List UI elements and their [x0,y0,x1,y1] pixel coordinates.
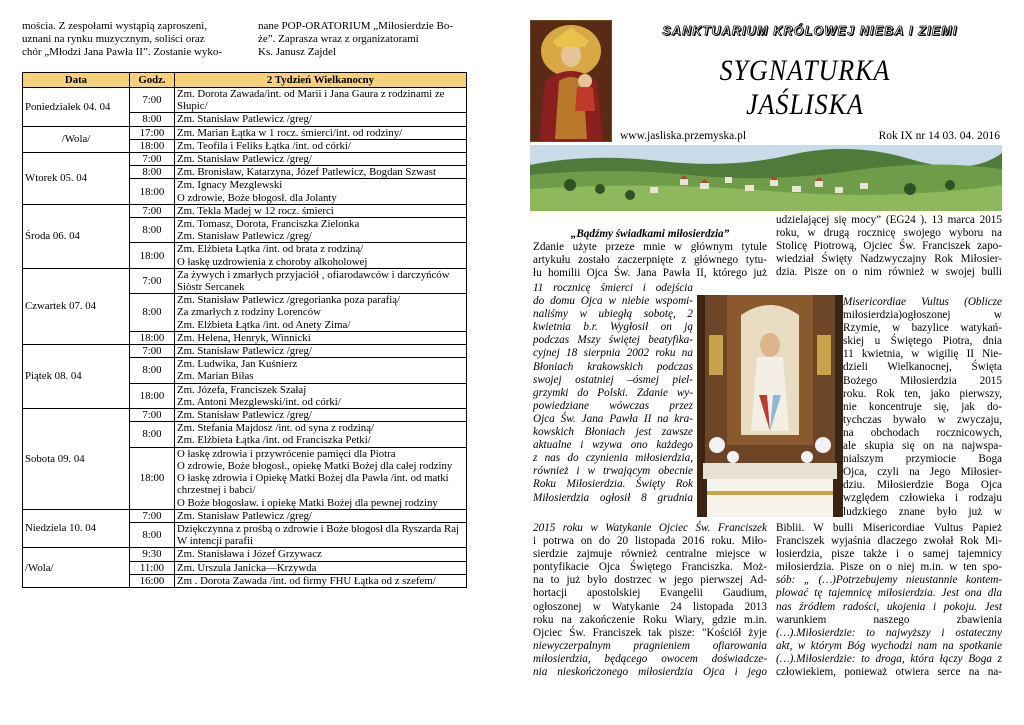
table-row [23,204,467,217]
article-line: na to już było dostrzec w jego pierwszej Ad- [533,574,767,587]
intention-cell [175,204,467,217]
article-line: Ojciec Św. Franciszek tak pisze: "Kościół żyje [533,626,767,639]
intention-cell [175,294,467,332]
article-line: kwietnia b.r. Wygłosił on ją [533,321,693,334]
time-cell: 18:00 [130,179,175,204]
intro-line: że”. Zaprasza wraz z organizatorami [258,33,419,45]
table-row [23,126,467,139]
intention-line: Zm. Helena, Henryk, Winnicki [177,331,311,344]
time-cell: 16:00 [130,574,175,587]
time-cell: 8:00 [130,166,175,179]
article-line: ludzkiego znane było już w [843,505,1002,518]
intention-line: Zm. Dorota Zawada/int. od Marii i Jana Gaura z rodzinami ze [177,88,445,100]
article-line: wiedział Święty Nadzwyczajny Rok Miłosier- [776,253,1002,266]
article-line: 11 kwietnia, w wigilię II Nie- [843,348,1002,361]
madonna-icon-image [530,20,612,142]
article-line: ale skupia się on na najwspa- [843,440,1002,453]
intention-line: Zm. Elżbieta Łątka /int. od brata z rodziną/ [177,243,364,256]
intention-line: Zm. Ignacy Mezglewski [177,179,283,192]
village-panorama-photo [530,145,1002,211]
schedule-body [23,88,467,588]
article-line: skiej u Świętego Piotra, dnia [843,335,1002,348]
article-line: akt, w którym Bóg wychodzi nam na spotkanie [776,639,1002,652]
intention-line: Zm. Urszula Janicka—Krzywda [177,561,317,574]
time-cell: 18:00 [130,383,175,408]
article-line: kowskich Błoniach jest zawsze [533,426,693,439]
intro-line: chór „Młodzi Jana Pawła II”. Zostanie wyko- [22,46,223,58]
article-line: łu homilii Ojca Św. Jana Pawła II, którego już [533,267,767,280]
intention-cell [175,409,467,422]
article-line: swojej ostatniej –ósmej piel- [533,373,693,386]
table-row [23,88,467,113]
intention-line: Zm. Stanisław Patlewicz /greg/ [177,409,312,422]
banner-sanctuary: SANKTUARIUM KRÓLOWEJ NIEBA I ZIEMI [662,24,958,38]
day-cell: /Wola/ [23,126,130,152]
article-title: „Bądźmy świadkami miłosierdzia” [570,228,730,240]
article-column-a-narrow [533,282,693,505]
time-cell: 8:00 [130,422,175,447]
intention-line: Zm. Stefania Majdosz /int. od syna z rodziną/ [177,422,374,435]
intention-cell [175,179,467,204]
article-line: Zdanie użyte przeze mnie w głównym tytule [533,241,767,254]
article-line: Rzymie, w bazylice watykań- [843,322,1002,335]
intention-line: Zm. Teofila i Feliks Łątka /int. od córki/ [177,139,351,152]
intention-line: Zm. Józefa, Franciszek Szałaj [177,383,307,396]
time-cell: 17:00 [130,126,175,139]
article-line: dziu. Miłosierdzie Boga Ojca [843,479,1002,492]
article-line: Stolicę Piotrową, Ojciec Św. Franciszek zapo- [776,240,1002,253]
intention-line: O zdrowie, Boże błogosł., opiekę Matki Bożej dla całej rodziny [177,459,453,472]
article-line: Biblii. W bulli Misericordiae Vultus Papież [776,522,1002,534]
intention-line: Zm . Dorota Zawada /int. od firmy FHU Łątka od z szefem/ [177,574,436,587]
intention-cell [175,345,467,358]
divine-mercy-altar-photo [697,295,843,517]
intention-cell [175,139,467,152]
article-line: miłosierdzia, będącego owocem doświadcze- [533,652,767,665]
intention-line: Zm. Stanisław Patlewicz /greg/ [177,509,312,522]
article-line: na obchodach rocznicowych, [843,426,1002,439]
intro-line: mościa. Z zespołami wystąpią zaproszeni, [22,20,208,32]
intention-cell [175,113,467,126]
intention-line: Słupic/ [177,100,208,113]
article-line: grzymki do Polski. Zdanie wy- [533,386,693,399]
article-line: nialszym przymiocie Boga [843,453,1002,466]
time-cell: 18:00 [130,139,175,152]
article-line: tychczas bywało w zwyczaju, [843,413,1002,426]
schedule-header-row [23,73,467,88]
intention-line: Zm. Antoni Mezglewski/int. od córki/ [177,395,341,408]
intention-line: Zm. Elżbieta Łątka /int. od Franciszka Petki/ [177,434,371,447]
day-cell: Niedziela 10. 04 [23,509,130,548]
intention-line: Zm. Marian Biłas [177,370,254,383]
intention-line: Zm. Stanisław Patlewicz /gregorianka poza parafią/ [177,294,401,307]
table-row [23,345,467,358]
day-cell: Piątek 08. 04 [23,345,130,409]
article-line: hortacji apostolskiej Evangelii Gaudium, [533,587,767,600]
day-cell: /Wola/ [23,548,130,588]
intention-line: Zm. Ludwika, Jan Kuśnierz [177,358,298,371]
intention-line: Zm. Marian Łątka w 1 rocz. śmierci/int. od rodziny/ [177,126,403,139]
article-line: nie koncentruje się, jak do- [843,400,1002,413]
table-row [23,548,467,561]
time-cell: 7:00 [130,409,175,422]
article-line: Miłosierdzia ogłosił 8 grudnia [533,491,693,504]
intention-line: Zm. Tekla Madej w 12 rocz. śmierci [177,204,334,217]
intention-cell [175,358,467,383]
article-line: udzielającej się mocy” (EG24 ). 13 marca 2015 [776,214,1002,226]
issue-info: Rok IX nr 14 03. 04. 2016 [878,130,1000,142]
time-cell: 18:00 [130,447,175,509]
time-cell: 11:00 [130,561,175,574]
intention-cell [175,218,467,243]
article-line: (…).Miłosierdzie: to najwyższy i ostateczny [776,626,1002,639]
intention-cell [175,548,467,561]
article-column-b-bottom [776,522,1002,679]
day-cell: Poniedziałek 04. 04 [23,88,130,127]
article-line: artykułu zostało zaczerpnięte z głównego tytu- [533,254,767,267]
article-line: plować tę tajemnicę miłosierdzia. Jest ona dla [776,587,1002,600]
intention-line: O Boże błogosław. i opiekę Matki Bożej dla pewnej rodziny [177,496,438,509]
intention-line: Zm. Tomasz, Dorota, Franciszka Zielonka [177,218,360,231]
article-line: pontyfikacie Ojca Świętego Franciszka. Moż- [533,561,767,574]
article-line: naliśmy w ubiegłą sobotę, 2 [533,308,693,321]
intention-line: Za zmarłych z rodziny Lorenców [177,306,321,319]
intention-cell [175,166,467,179]
intention-line: chrzestnej i babci/ [177,484,256,497]
article-line: 2015 roku w Watykanie Ojciec Św. Franciszek [533,522,767,534]
article-line: roku. Rok ten, jako pierwszy, [843,387,1002,400]
time-cell: 18:00 [130,243,175,268]
article-line: powiedziane wówczas przez [533,399,693,412]
time-cell: 9:30 [130,548,175,561]
article-line: aktualne i wzywa ono każdego [533,439,693,452]
time-cell: 8:00 [130,358,175,383]
website-url[interactable]: www.jasliska.przemyska.pl [620,130,747,142]
intention-line: Za żywych i zmarłych przyjaciół , ofiarodawców i darczyńców [177,268,450,281]
intention-line: Zm. Elżbieta Łątka /int. od Anety Zima/ [177,318,351,331]
article-line: Ojca, czyli na Jego Miłosier- [843,466,1002,479]
title-jasliska: JAŚLISKA [746,87,864,122]
intro-text [22,20,482,59]
intention-cell [175,88,467,113]
time-cell: 7:00 [130,153,175,166]
time-cell: 7:00 [130,204,175,217]
article-line: sób: „ (…)Potrzebujemy nieustannie kontem- [776,574,1002,587]
day-cell: Środa 06. 04 [23,204,130,268]
intention-line: Zm. Stanisław Patlewicz /greg/ [177,113,312,126]
article-line: Roku Miłosierdzia. Święty Rok [533,478,693,491]
time-cell: 8:00 [130,294,175,332]
article-column-b-top [776,214,1002,279]
day-cell: Czwartek 07. 04 [23,268,130,344]
intention-cell [175,126,467,139]
article-line: również i w trwającym obecnie [533,465,693,478]
intention-line: O łaskę uzdrowienia z choroby alkoholowej [177,255,368,268]
intention-cell [175,561,467,574]
table-row [23,153,467,166]
intention-line: O łaskę zdrowia i Opiekę Matki Bożej dla Pawła /int. od matki [177,472,449,485]
article-line: roku, w drugą rocznicę swojego wyboru na [776,227,1002,240]
article-line: Ojca Św. Jana Pawła II na kra- [533,412,693,425]
title-sygnaturka: SYGNATURKA [719,53,891,88]
article-line: Misericordiae Vultus (Oblicze [843,296,1002,308]
article-line: miłosierdzia)ogłoszonej w [843,309,1002,322]
time-cell: 8:00 [130,522,175,547]
time-cell: 8:00 [130,113,175,126]
day-cell: Wtorek 05. 04 [23,153,130,205]
day-cell: Sobota 09. 04 [23,409,130,510]
intention-cell [175,268,467,293]
table-row [23,509,467,522]
time-cell: 7:00 [130,88,175,113]
article-line: dzieli Wielkanocnej, Święta [843,361,1002,374]
time-cell: 18:00 [130,331,175,344]
article-line: nas źródłem radości, ukojenia i pokoju. Jest [776,600,1002,613]
intention-line: O łaskę zdrowia i przywrócenie pamięci dla Piotra [177,447,396,460]
header-date: Data [23,73,130,88]
intention-cell [175,383,467,408]
article-line: (…).Miłosierdzie: to droga, która łączy Boga z [776,652,1002,665]
intention-line: Zm. Stanisława i Józef Grzywacz [177,548,322,561]
intro-line: nane POP-ORATORIUM „Miłosierdzie Bo- [258,20,454,32]
article-line: warunkiem naszego zbawienia [776,613,1002,626]
article-line: Franciszek wyjaśnia dlaczego zwołał Rok Mi- [776,535,1002,548]
intention-line: Zm. Bronisław, Katarzyna, Józef Patlewicz, Bogdan Szwast [177,166,436,179]
article-line: z nas do czynienia miłosierdzia, [533,452,693,465]
intention-cell [175,243,467,268]
article-line: roku na zakończenie Roku Wiary, gdzie m.in. [533,613,767,626]
article-column-a-head [533,228,767,280]
article-line: dzia. Pisze on o nim również w swojej bulli [776,266,1002,279]
article-line: miłosierdzia. Pisze on o niej m.in. w ten spo- [776,561,1002,574]
table-row [23,409,467,422]
intention-cell [175,574,467,587]
article-line: łosierdzia, pisze także i o samej tajemnicy [776,548,1002,561]
article-line: nia nieskończonego miłosierdzia Ojca i jego [533,666,767,679]
article-line: cyjnej 18 sierpnia 2002 roku na [533,347,693,360]
intention-line: O zdrowie, Boże błogosł. dla Jolanty [177,191,337,204]
article-line: ogłoszonej w Watykanie 24 listopada 2013 [533,600,767,613]
header-intention: 2 Tydzień Wielkanocny [175,73,467,88]
article-line: 11 rocznicę śmierci i odejścia [533,282,693,294]
article-line: Błoniach krakowskich podczas [533,360,693,373]
article-line: względem człowieka i rodzaju [843,492,1002,505]
table-row [23,268,467,293]
intention-line: Siòstr Sercanek [177,281,245,294]
intro-line: Ks. Janusz Zajdel [258,46,336,58]
intention-cell [175,522,467,547]
intention-line: Dziękczynna z prośbą o zdrowie i Boże błogosł dla Ryszarda Raj [177,522,459,535]
article-line: i potrwa on do 20 listopada 2016 roku. Miło- [533,535,767,548]
article-line: człowiekiem, ponieważ otwiera serce na na- [776,666,1002,679]
time-cell: 7:00 [130,345,175,358]
intro-line: uznani na rynku muzycznym, soliści oraz [22,33,205,45]
intention-line: W intencji parafii [177,535,253,548]
time-cell: 7:00 [130,268,175,293]
intention-cell [175,447,467,509]
article-line: do domu Ojca w niebie wspomi- [533,295,693,308]
article-column-b-narrow [843,296,1002,519]
mass-schedule-table [22,72,467,588]
intention-line: Zm. Stanisław Patlewicz /greg/ [177,153,312,166]
intention-cell [175,422,467,447]
intention-line: Zm. Stanisław Patlewicz /greg/ [177,230,312,243]
article-line: sierdzie zajmuje również centralne miejsce w [533,548,767,561]
intention-cell [175,153,467,166]
intention-cell [175,331,467,344]
intention-cell [175,509,467,522]
intention-line: Zm. Stanisław Patlewicz /greg/ [177,345,312,358]
time-cell: 8:00 [130,218,175,243]
header-time: Godz. [130,73,175,88]
article-line: niewyczerpalnym pragnieniem ofiarowania [533,639,767,652]
article-column-a-bottom [533,522,767,679]
time-cell: 7:00 [130,509,175,522]
article-line: Bożego Miłosierdzia 2015 [843,374,1002,387]
article-line: podczas Mszy świętej beatyfika- [533,334,693,347]
